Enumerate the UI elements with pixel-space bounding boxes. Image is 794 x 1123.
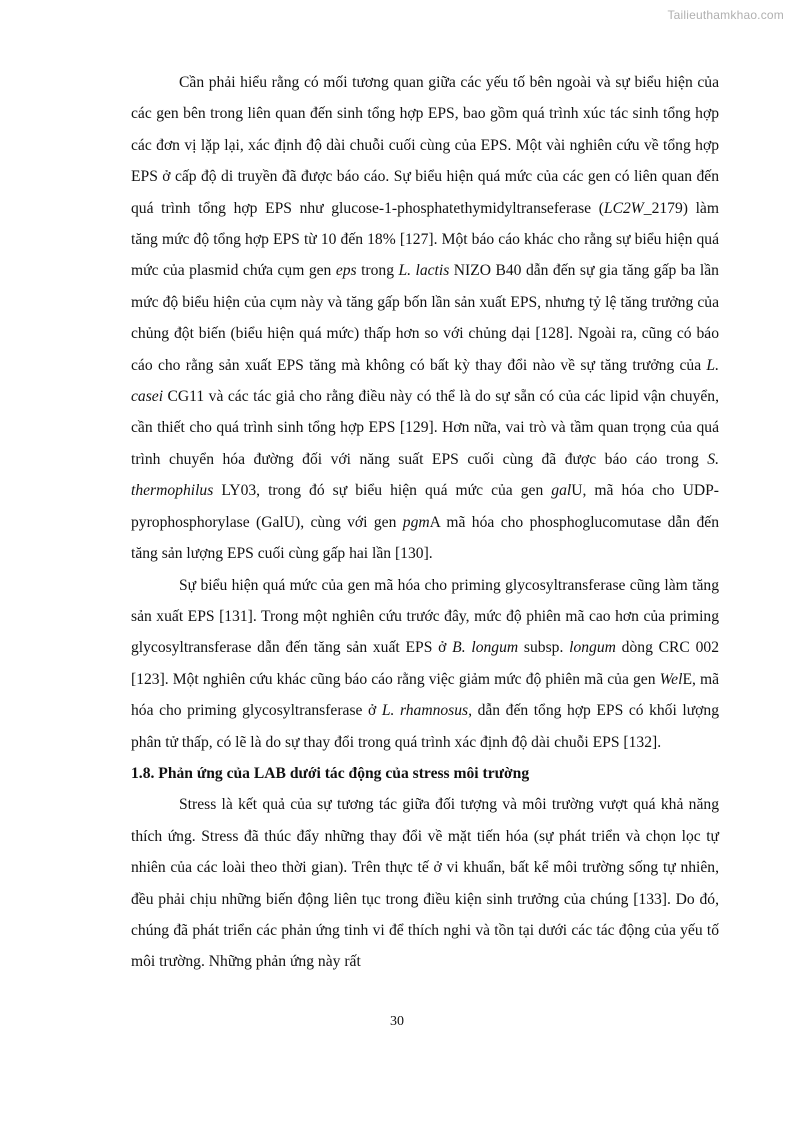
italic-term: L. lactis bbox=[398, 262, 450, 280]
italic-term: pgm bbox=[402, 513, 430, 531]
text-run: E, mã hóa cho priming glycosyltransferase ở bbox=[131, 670, 720, 720]
italic-term: L. casei bbox=[131, 356, 719, 406]
text-run: LY03, trong đó sự biểu hiện quá mức của gen bbox=[213, 482, 552, 500]
italic-term: L. rhamnosus, bbox=[381, 702, 473, 720]
italic-term: eps bbox=[335, 262, 357, 280]
page-number: 30 bbox=[390, 1014, 404, 1029]
text-run: A mã hóa cho phosphoglucomutase dẫn đến tăng sản lượng EPS cuối cùng gấp hai lần [130]. bbox=[131, 513, 719, 563]
text-run: Cần phải hiểu rằng có mối tương quan giữa các yếu tố bên ngoài và sự biểu hiện của các gen bên trong liên quan đến sinh tổng hợp EPS, bao gồm quá trình xúc tác sinh tổng hợp các đơn vị lặp lại, xác định độ dài chuỗi cuối cùng của EPS. Một vài nghiên cứu về tổng hợp EPS ở cấp độ di truyền đã được báo cáo. Sự biểu hiện quá mức của các gen có liên quan đến quá trình tổng hợp EPS như glucose-1-phosphatethymidyltranseferase ( bbox=[131, 74, 719, 217]
text-run: trong bbox=[356, 262, 399, 280]
text-run: subsp. bbox=[518, 639, 570, 657]
paragraph-priming-glycosyltransferase bbox=[131, 570, 719, 758]
text-run: dòng CRC 002 [123]. Một nghiên cứu khác cũng báo cáo rằng việc giảm mức độ phiên mã của gen bbox=[131, 639, 719, 688]
paragraph-stress-response bbox=[131, 789, 719, 977]
text-run: CG11 và các tác giả cho rằng điều này có thể là do sự sẵn có của các lipid vận chuyển, cần thiết cho quá trình sinh tổng hợp EPS [129]. Hơn nữa, vai trò và tầm quan trọng của quá trình chuyển hóa đường đối với năng suất EPS cuối cùng đã được báo cáo trong bbox=[131, 388, 719, 468]
text-run: Stress là kết quả của sự tương tác giữa đối tượng và môi trường vượt quá khả năng thích ứng. Stress đã thúc đẩy những thay đổi về mặt tiến hóa (sự phát triển và chọn lọc tự nhiên của các loài theo thời gian). Trên thực tế ở vi khuẩn, bất kể môi trường sống tự nhiên, đều phải chịu những biến động liên tục trong điều kiện sinh trưởng của chúng [133]. Do đó, chúng đã phát triển các phản ứng tinh vi để thích nghi và tồn tại dưới các tác động của yếu tố môi trường. Những phản ứng này rất bbox=[131, 796, 719, 971]
watermark: Tailieuthamkhao.com bbox=[667, 8, 784, 22]
page-content bbox=[131, 67, 719, 978]
italic-term: Wel bbox=[659, 670, 683, 688]
italic-term: LC2W bbox=[603, 199, 644, 217]
italic-term: B. longum bbox=[452, 639, 519, 657]
italic-term: gal bbox=[551, 482, 572, 500]
paragraph-eps-genetics bbox=[131, 67, 719, 570]
text-run: Sự biểu hiện quá mức của gen mã hóa cho priming glycosyltransferase cũng làm tăng sản xuất EPS [131]. Trong một nghiên cứu trước đây, mức độ phiên mã cao hơn của priming glycosyltransferase dẫn đến tăng sản xuất EPS ở bbox=[131, 576, 719, 657]
italic-term: S. thermophilus bbox=[131, 450, 719, 500]
text-run: _2179) làm tăng mức độ tổng hợp EPS từ 10 đến 18% [127]. Một báo cáo khác cho rằng sự biểu hiện quá mức của plasmid chứa cụm gen bbox=[131, 199, 719, 280]
italic-term: longum bbox=[569, 639, 616, 657]
text-run: U, mã hóa cho UDP-pyrophosphorylase (GalU), cùng với gen bbox=[131, 482, 719, 531]
section-heading: 1.8. Phản ứng của LAB dưới tác động của stress môi trường bbox=[131, 764, 530, 782]
text-run: NIZO B40 dẫn đến sự gia tăng gấp ba lần mức độ biểu hiện của cụm này và tăng gấp bốn lần sản xuất EPS, nhưng tỷ lệ tăng trưởng của chủng đột biến (biểu hiện quá mức) thấp hơn so với chủng dại [128]. Ngoài ra, cũng có báo cáo cho rằng sản xuất EPS tăng mà không có bất kỳ thay đổi nào về sự tăng trưởng của bbox=[131, 262, 719, 374]
text-run: dẫn đến tổng hợp EPS có khối lượng phân tử thấp, có lẽ là do sự thay đổi trong quá trình xác định độ dài chuỗi EPS [132]. bbox=[131, 702, 719, 751]
